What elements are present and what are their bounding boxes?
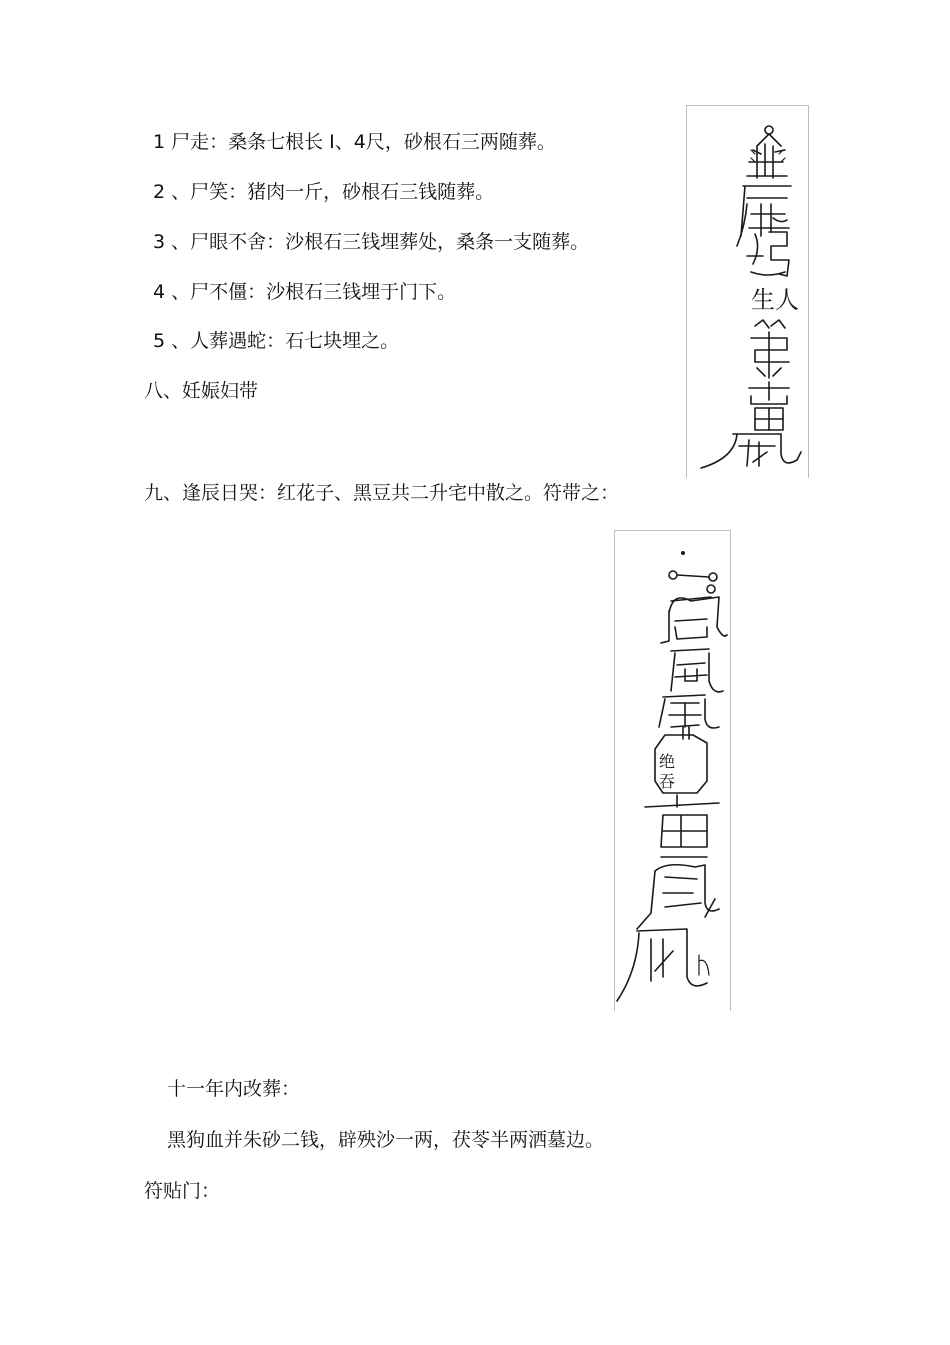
talisman-1-text: 生人 xyxy=(751,286,799,314)
text-line-reburial-recipe: 黑狗血并朱砂二钱，辟殃沙一两，茯苓半两洒墓边。 xyxy=(167,1129,605,1151)
talisman-2-text-1: 绝 xyxy=(659,752,676,771)
talisman-image-1 xyxy=(686,105,809,478)
section-heading-9: 九、逢辰日哭：红花子、黑豆共二升宅中散之。符带之： xyxy=(144,482,620,504)
text-line-3: 3 、尸眼不舍：沙根石三钱埋葬处，桑条一支随葬。 xyxy=(153,231,590,253)
talisman-2-text-2: 吞 xyxy=(659,772,676,791)
text-line-1: 1 尸走：桑条七根长 I、4尺，砂根石三两随葬。 xyxy=(153,131,556,153)
text-line-4: 4 、尸不僵：沙根石三钱埋于门下。 xyxy=(153,281,457,303)
talisman-image-2 xyxy=(614,530,731,1011)
text-line-5: 5 、人葬遇蛇：石七块埋之。 xyxy=(153,330,400,352)
section-heading-8: 八、妊娠妇带 xyxy=(144,380,259,402)
text-line-door-talisman: 符贴门： xyxy=(144,1180,221,1202)
text-line-2: 2 、尸笑：猪肉一斤，砂根石三钱随葬。 xyxy=(153,181,495,203)
section-heading-reburial: 十一年内改葬： xyxy=(167,1078,301,1100)
